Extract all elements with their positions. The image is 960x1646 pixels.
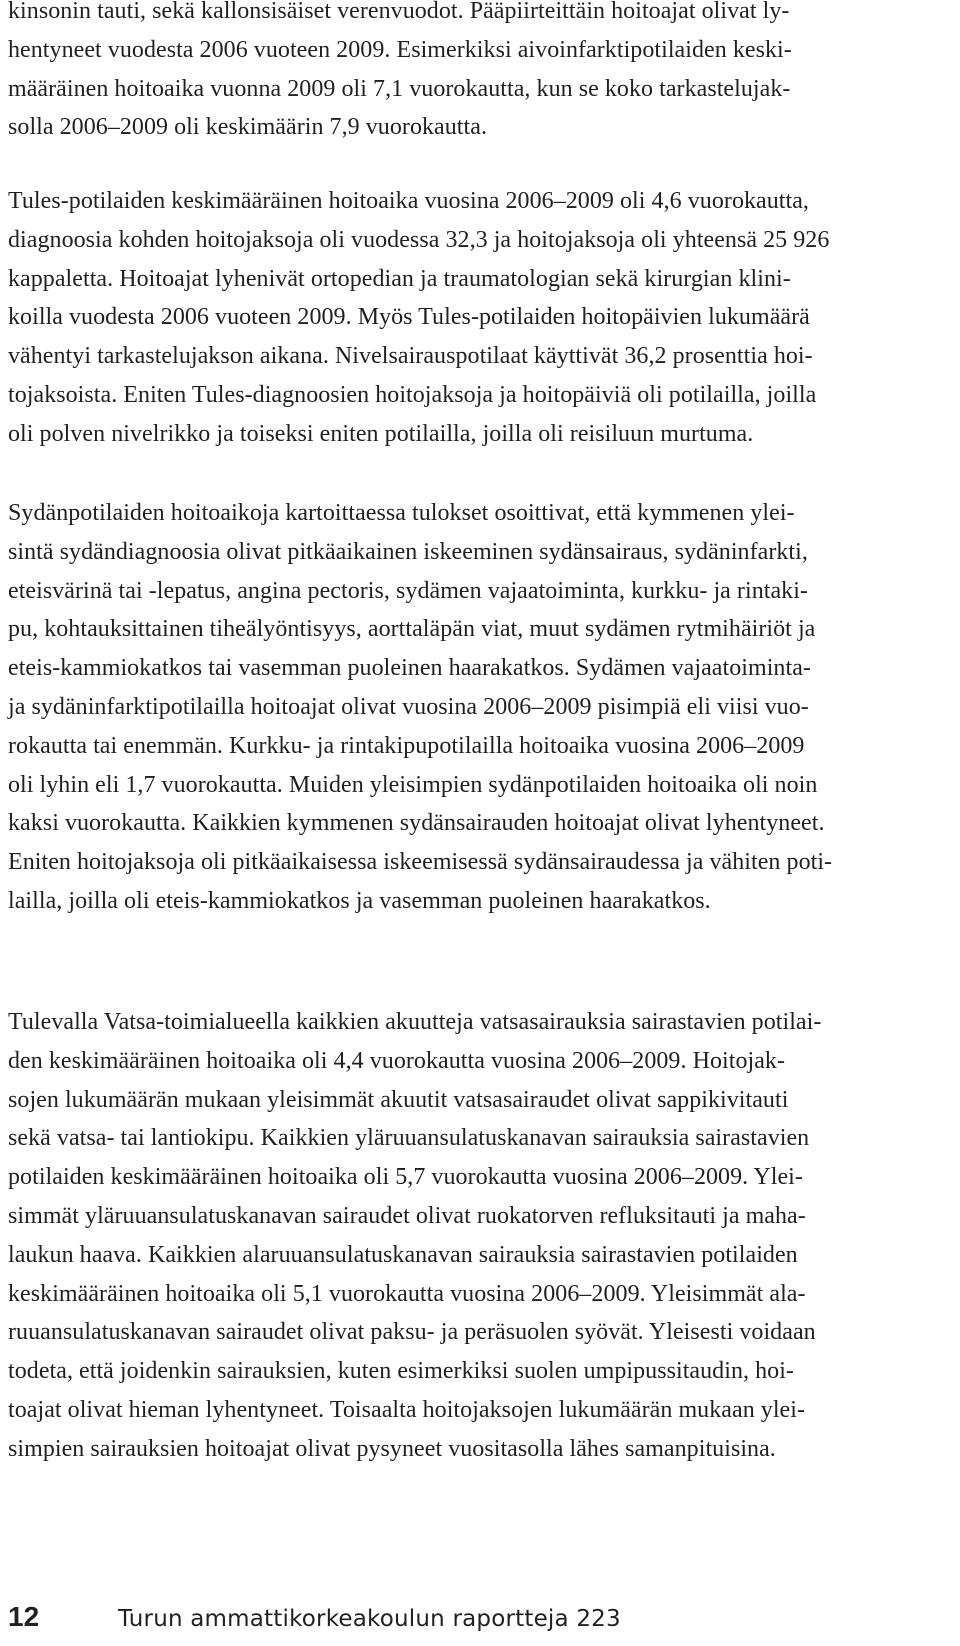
paragraph-abdominal-patients: Tulevalla Vatsa-toimialueella kaikkien akuutteja vatsasairauksia sairastavien potilai- den keskimääräinen hoitoaika oli 4,4 vuorokautta vuosina 2006–2009. Hoitojak- sojen lukumäärän mukaan yleisimmät akuutit vatsasairaudet olivat sappikivitauti sekä vatsa- tai lantiokipu. Kaikkien yläruuansulatuskanavan sairauksia sairastavien potilaiden keskimääräinen hoitoaika oli 5,7 vuorokautta vuosina 2006–2009. Ylei- simmät yläruuansulatuskanavan sairaudet olivat ruokatorven refluksitauti ja maha- laukun haava. Kaikkien alaruuansulatuskanavan sairauksia sairastavien potilaiden keskimääräinen hoitoaika oli 5,1 vuorokautta vuosina 2006–2009. Yleisimmät ala- ruuansulatuskanavan sairaudet olivat paksu- ja peräsuolen syövät. Yleisesti voidaan todeta, että joidenkin sairauksien, kuten esimerkiksi suolen umpipussitaudin, hoi- toajat olivat hieman lyhentyneet. Toisaalta hoitojaksojen lukumäärän mukaan ylei- simpien sairauksien hoitoajat olivat pysyneet vuositasolla lähes samanpituisina. xyxy=(8,1009,822,1462)
paragraph-heart-patients: Sydänpotilaiden hoitoaikoja kartoittaessa tulokset osoittivat, että kymmenen ylei- sintä sydändiagnoosia olivat pitkäaikainen iskeeminen sydänsairaus, sydäninfarkti, eteisvärinä tai -lepatus, angina pectoris, sydämen vajaatoiminta, kurkku- ja rintaki- pu, kohtauksittainen tiheälyöntisyys, aorttaläpän viat, muut sydämen rytmihäiriöt ja eteis-kammiokatkos tai vasemman puoleinen haarakatkos. Sydämen vajaatoiminta- ja sydäninfarktipotilailla hoitoajat olivat vuosina 2006–2009 pisimpiä eli viisi vuo- rokautta tai enemmän. Kurkku- ja rintakipupotilailla hoitoaika vuosina 2006–2009 oli lyhin eli 1,7 vuorokautta. Muiden yleisimpien sydänpotilaiden hoitoaika oli noin kaksi vuorokautta. Kaikkien kymmenen sydänsairauden hoitoajat olivat lyhentyneet. Eniten hoitojaksoja oli pitkäaikaisessa iskeemisessä sydänsairaudessa ja vähiten poti- lailla, joilla oli eteis-kammiokatkos ja vasemman puoleinen haarakatkos. xyxy=(8,500,833,914)
page-number: 12 xyxy=(8,1601,40,1632)
report-series-title: Turun ammattikorkeakoulun raportteja 223 xyxy=(118,1606,621,1632)
paragraph-tules-patients: Tules-potilaiden keskimääräinen hoitoaika vuosina 2006–2009 oli 4,6 vuorokautta, diagnoosia kohden hoitojaksoja oli vuodessa 32,3 ja hoitojaksoja oli yhteensä 25 926 kappaletta. Hoitoajat lyhenivät ortopedian ja traumatologian sekä kirurgian klini- koilla vuodesta 2006 vuoteen 2009. Myös Tules-potilaiden hoitopäivien lukumäärä vähentyi tarkastelujakson aikana. Nivelsairauspotilaat käyttivät 36,2 prosenttia hoi- tojaksoista. Eniten Tules-diagnoosien hoitojaksoja ja hoitopäiviä oli potilailla, joilla oli polven nivelrikko ja toiseksi eniten potilailla, joilla oli reisiluun murtuma. xyxy=(8,188,830,447)
page-footer xyxy=(8,1599,621,1635)
paragraph-parkinson-and-stroke: kinsonin tauti, sekä kallonsisäiset verenvuodot. Pääpiirteittäin hoitoajat olivat ly- hentyneet vuodesta 2006 vuoteen 2009. Esimerkiksi aivoinfarktipotilaiden keski- määräinen hoitoaika vuonna 2009 oli 7,1 vuorokautta, kun se koko tarkastelujak- solla 2006–2009 oli keskimäärin 7,9 vuorokautta. xyxy=(8,0,792,141)
